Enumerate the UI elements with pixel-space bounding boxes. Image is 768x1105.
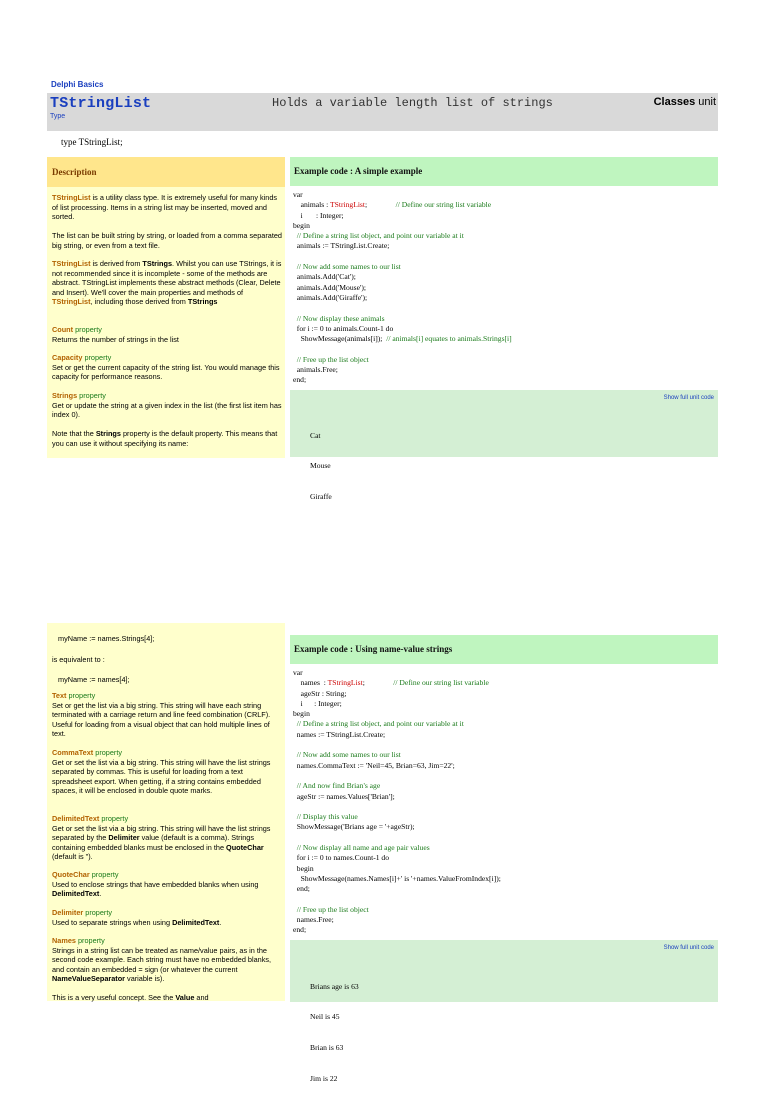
prop-commatext-text: Get or set the list via a big string. This string will have the list strings separated by commas. This is useful for loading from a text spreadsheet export. When getting, if a string contains embedded spaces, it will be enclosed in double quote marks. — [52, 757, 271, 796]
term-delimitedtext: DelimitedText — [52, 889, 100, 899]
output-line: Mouse — [310, 461, 331, 471]
prop-capacity-text: Set or get the current capacity of the string list. You would manage this capacity for performance reasons. — [52, 362, 280, 382]
example1-code: var animals : TStringList; // Define our string list variable i : Integer; begin // Define a string list object, and point our variable at it animals := TStringList.Create; // Now add some names to our list animals.Add('Cat'); animals.Add('Mouse'); animals.Add('Giraffe'); // Now display these animals for i := 0 to animals.Count-1 do ShowMessage(animals[i]); // animals[i] equates to animals.Strings[i] // Free up the list object animals.Free; end; — [293, 190, 512, 385]
unit-label — [654, 96, 716, 108]
prop-count — [52, 325, 284, 344]
prop-delimitedtext-t2: value (default is a comma). Strings containing embedded blanks must be enclosed in the — [52, 833, 254, 852]
term-strings: Strings — [95, 429, 121, 438]
para-intro-text: is a utility class type. It is extremely useful for many kinds of list processing. Items in a string list may be inserted, moved and sorted. — [52, 193, 278, 222]
prop-delimiter — [52, 908, 284, 927]
prop-delimitedtext-t1: Get or set the list via a big string. This string will have the list strings separated by the — [52, 823, 271, 843]
prop-commatext-name: CommaText — [52, 748, 94, 757]
para-derived-t2: . Whilst you can use TStrings, it is not recommended since it is incomplete - some of the methods are abstract. TStringList implements these abstract methods (Clear, Delete and Insert). We'll cover the main properties and methods of — [52, 259, 282, 297]
output-line: Brian is 63 — [310, 1043, 344, 1053]
term-value: Value — [175, 993, 195, 1002]
example2-code-area — [290, 664, 718, 940]
prop-strings-text: Get or update the string at a given index in the list (the first list item has index 0). — [52, 400, 282, 420]
prop-count-text: Returns the number of strings in the list — [52, 334, 179, 344]
output-line: Neil is 45 — [310, 1012, 340, 1022]
description-panel — [47, 157, 285, 458]
example1-heading: Example code : A simple example — [290, 157, 718, 186]
prop-delimitedtext — [52, 814, 284, 862]
term-namevalueseparator: NameValueSeparator — [52, 974, 126, 984]
output-line: Giraffe — [310, 492, 332, 502]
unit-name[interactable]: Classes — [653, 96, 696, 108]
title-bar — [47, 93, 718, 131]
description-heading: Description — [47, 157, 285, 187]
term-delimiter: Delimiter — [108, 833, 140, 843]
prop-text-kind: property — [66, 691, 96, 700]
para-derived-t3: , including those derived from — [90, 297, 188, 307]
para-default-prop — [52, 429, 284, 448]
prop-delimitedtext-kind: property — [99, 814, 129, 823]
prop-count-name: Count — [52, 325, 74, 334]
site-link[interactable]: Delphi Basics — [51, 80, 104, 89]
prop-delimiter-t1: Used to separate strings when using — [52, 917, 173, 927]
prop-capacity-name: Capacity — [52, 353, 83, 362]
show-full-unit-code-link-2[interactable]: Show full unit code — [663, 945, 714, 951]
para-cutoff — [52, 993, 284, 1003]
code-strings-example: myName := names.Strings[4]; — [58, 634, 155, 643]
prop-names-kind: property — [75, 936, 105, 945]
term-quotechar: QuoteChar — [226, 842, 264, 852]
example2-code: var names : TStringList; // Define our string list variable ageStr : String; i : Integer; begin // Define a string list object, and point our variable at it names := TStringList.Create; // Now add some names to our list names.CommaText := 'Neil=45, Brian=63, Jim=22'; // And now find Brian's age ageStr := names.Values['Brian']; // Display this value ShowMessage('Brians age = '+ageStr); // Now display all name and age pair values for i := 0 to names.Count-1 do begin ShowMessage(names.Names[i]+' is '+names.ValueFromIndex[i]); end; // Free up the list object names.Free; end; — [293, 668, 501, 935]
prop-strings-name: Strings — [52, 391, 78, 400]
para-note-t2: property is the default property. This means that you can use it without specifying its name: — [52, 429, 278, 448]
prop-text-name: Text — [52, 691, 67, 700]
para-derived-t1: is derived from — [90, 259, 143, 268]
page-title: TStringList — [50, 95, 152, 112]
code-default-example: myName := names[4]; — [58, 675, 130, 684]
term-tstrings: TStrings — [142, 259, 173, 268]
term-delimitedtext-2: DelimitedText — [172, 917, 220, 927]
prop-delimiter-t2: . — [219, 917, 222, 927]
example2-heading: Example code : Using name-value strings — [290, 635, 718, 664]
prop-quotechar-name: QuoteChar — [52, 870, 90, 879]
output-line: Cat — [310, 430, 321, 440]
example2-output — [310, 961, 359, 1105]
prop-quotechar-t2: . — [99, 889, 102, 899]
example2-output-area — [290, 940, 718, 1084]
prop-delimiter-kind: property — [83, 908, 113, 917]
prop-quotechar-kind: property — [89, 870, 119, 879]
prop-strings-kind: property — [77, 391, 106, 400]
kind-link[interactable]: Type — [50, 113, 66, 120]
output-line: Brians age is 63 — [310, 981, 359, 991]
para-cutoff-t1: This is a very useful concept. See the — [52, 993, 176, 1002]
para-build: The list can be built string by string, or loaded from a comma separated big string, or even from a text file. — [52, 231, 282, 250]
example1-output — [310, 410, 332, 523]
prop-text-text: Set or get the list via a big string. This string will have each string terminated with a carriage return and line feed combination (CRLF). Useful for loading from a visual object that can hold multiple lines of text. — [52, 700, 271, 739]
prop-delimitedtext-t3: (default is "). — [52, 852, 93, 862]
unit-suffix: unit — [695, 96, 716, 108]
prop-names-name: Names — [52, 936, 76, 945]
prop-names — [52, 936, 284, 984]
prop-commatext-kind: property — [93, 748, 123, 757]
prop-commatext — [52, 748, 284, 796]
prop-quotechar-t1: Used to enclose strings that have embedded blanks when using — [52, 879, 259, 889]
prop-names-t2: variable is). — [125, 974, 165, 984]
prop-strings — [52, 391, 284, 420]
term-tstringlist-3: TStringList — [52, 297, 91, 307]
term-tstrings-2: TStrings — [187, 297, 218, 307]
prop-names-t1: Strings in a string list can be treated as name/value pairs, as in the second code example. Each string must have no embedded blanks, and contain an embedded = sign (or whatever the current — [52, 945, 272, 974]
prop-quotechar — [52, 870, 284, 899]
output-line: Jim is 22 — [310, 1074, 338, 1084]
description-panel-continued — [47, 623, 285, 1001]
term-tstringlist-2: TStringList — [52, 259, 91, 268]
syntax-line: type TStringList; — [61, 137, 123, 147]
prop-capacity — [52, 353, 284, 382]
term-tstringlist: TStringList — [52, 193, 91, 202]
show-full-unit-code-link[interactable]: Show full unit code — [663, 395, 714, 401]
equivalent-text: is equivalent to : — [52, 655, 105, 664]
example1-code-area — [290, 186, 718, 390]
prop-text — [52, 691, 284, 739]
prop-delimiter-name: Delimiter — [52, 908, 84, 917]
title-description: Holds a variable length list of strings — [272, 96, 553, 110]
prop-count-kind: property — [73, 325, 102, 334]
prop-delimitedtext-name: DelimitedText — [52, 814, 100, 823]
para-note-t1: Note that the — [52, 429, 96, 438]
para-intro — [52, 193, 284, 222]
example1-output-area — [290, 390, 718, 502]
prop-capacity-kind: property — [82, 353, 112, 362]
para-cutoff-t2: and — [194, 993, 209, 1002]
para-derived — [52, 259, 284, 307]
